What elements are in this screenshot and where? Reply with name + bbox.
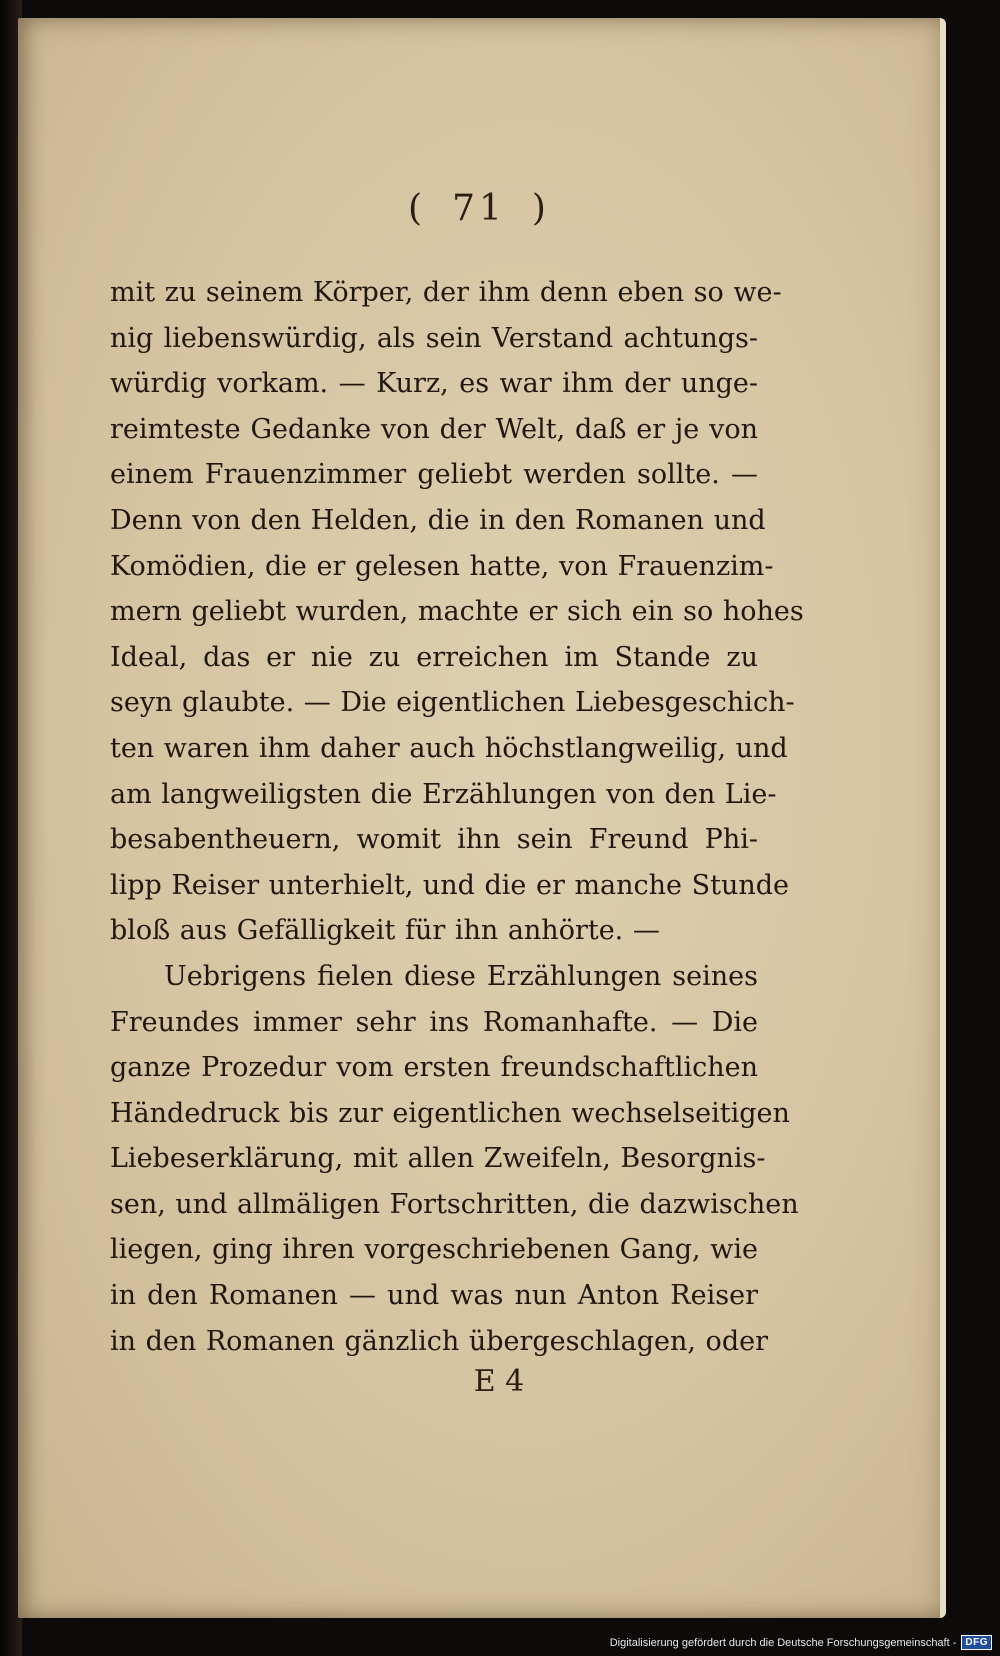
text-line: lipp Reiser unterhielt, und die er manche Stunde <box>110 869 789 901</box>
text-line: Komödien, die er gelesen hatte, von Frauenzim- <box>110 550 774 582</box>
page-number-header <box>18 188 940 229</box>
text-line: Liebeserklärung, mit allen Zweifeln, Besorgnis- <box>110 1143 766 1175</box>
text-line: sen, und allmäligen Fortschritten, die dazwischen <box>110 1188 799 1220</box>
signature-mark: E 4 <box>473 1364 525 1399</box>
page-number: 71 <box>452 188 506 229</box>
text-line: reimteste Gedanke von der Welt, daß er je von <box>110 413 758 445</box>
text-line: mit zu seinem Körper, der ihm denn eben so we- <box>110 277 782 308</box>
body-text <box>110 270 804 1364</box>
text-line: ten waren ihm daher auch höchstlangweilig, und <box>110 732 788 764</box>
digitization-credit <box>610 1635 992 1650</box>
text-line: Händedruck bis zur eigentlichen wechselseitigen <box>110 1097 790 1129</box>
text-line: Denn von den Helden, die in den Romanen und <box>110 504 766 536</box>
page-number-paren-open: ( <box>408 188 427 229</box>
text-line: einem Frauenzimmer geliebt werden sollte. — <box>110 459 758 491</box>
text-line: ganze Prozedur vom ersten freundschaftlichen <box>110 1052 758 1084</box>
text-line: nig liebenswürdig, als sein Verstand achtungs- <box>110 322 758 354</box>
text-line: seyn glaubte. — Die eigentlichen Liebesgeschich- <box>110 687 795 719</box>
text-line: Freundes immer sehr ins Romanhafte. — Die <box>110 1006 758 1038</box>
text-line: Ideal, das er nie zu erreichen im Stande zu <box>110 641 758 673</box>
text-line: bloß aus Gefälligkeit für ihn anhörte. — <box>110 915 660 947</box>
text-line: besabentheuern, womit ihn sein Freund Phi- <box>110 824 758 856</box>
text-line: in den Romanen — und was nun Anton Reiser <box>110 1280 758 1312</box>
text-line: liegen, ging ihren vorgeschriebenen Gang, wie <box>110 1234 758 1266</box>
credit-text: Digitalisierung gefördert durch die Deutsche Forschungsgemeinschaft - <box>609 1636 957 1649</box>
text-line: in den Romanen gänzlich übergeschlagen, oder <box>110 1325 768 1357</box>
text-line: mern geliebt wurden, machte er sich ein so hohes <box>110 596 804 628</box>
text-line: am langweiligsten die Erzählungen von den Lie- <box>110 778 777 810</box>
book-page <box>18 18 946 1618</box>
dfg-logo: DFG <box>961 1635 992 1650</box>
text-line: würdig vorkam. — Kurz, es war ihm der unge- <box>110 368 758 400</box>
page-number-paren-close: ) <box>531 188 550 229</box>
text-line-paragraph-start: Uebrigens fielen diese Erzählungen seines <box>164 960 758 992</box>
